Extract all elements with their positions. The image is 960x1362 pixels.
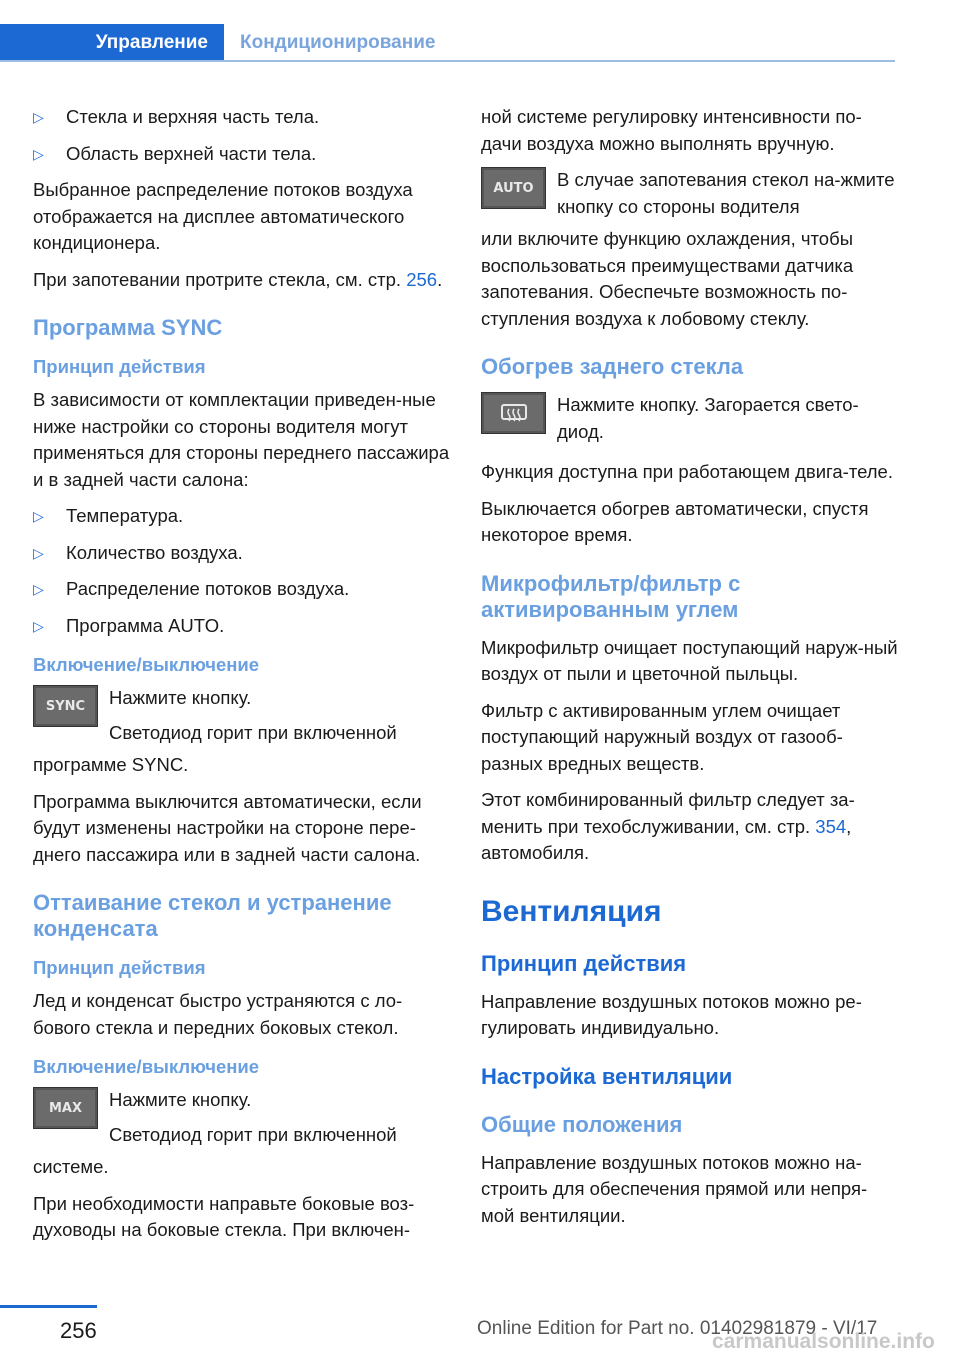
footer-rule <box>0 1305 97 1308</box>
paragraph: При необходимости направьте боковые воз-духоводы на боковые стекла. При включен- <box>33 1192 415 1240</box>
list-item: ▷ Область верхней части тела. <box>33 141 453 168</box>
list-item: ▷ Количество воздуха. <box>33 540 453 567</box>
page-number: 256 <box>60 1318 97 1343</box>
triangle-bullet-icon: ▷ <box>33 145 44 162</box>
paragraph: системе. <box>33 1156 109 1177</box>
sync-button-icon: SYNC <box>33 685 98 727</box>
edition-note: Online Edition for Part no. 01402981879 - VI/17 <box>477 1318 878 1339</box>
section-heading: Принцип действия <box>481 950 687 976</box>
chapter-heading: Вентиляция <box>481 894 662 928</box>
list-item: ▷ Распределение потоков воздуха. <box>33 576 453 603</box>
subsection-heading: Общие положения <box>481 1111 683 1137</box>
auto-button-icon: AUTO <box>481 167 546 209</box>
button-instruction <box>481 167 899 220</box>
paragraph: Микрофильтр очищает поступающий наруж-ный воздух от пыли и цветочной пыльцы. <box>481 636 898 684</box>
triangle-bullet-icon: ▷ <box>33 581 44 597</box>
section-heading: Оттаивание стекол и устранение конденсата <box>33 890 392 941</box>
subsection-heading: Включение/выключение <box>33 654 260 675</box>
paragraph: Программа выключится автоматически, если будут изменены настройки на стороне пере-днего пассажира или в задней части салона. <box>33 790 422 865</box>
right-column <box>481 104 899 1239</box>
triangle-bullet-icon: ▷ <box>33 617 44 634</box>
left-column <box>33 104 453 1254</box>
rear-defrost-button-icon <box>481 392 546 434</box>
list-item: ▷ Стекла и верхняя часть тела. <box>33 104 453 131</box>
paragraph: или включите функцию охлаждения, чтобы воспользоваться преимуществами датчика запотевания. Обеспечьте возможность по-ступления воздуха к лобовому стеклу. <box>481 228 854 329</box>
watermark: carmanualsonline.info <box>712 1330 935 1353</box>
paragraph: Нажмите кнопку. <box>109 687 252 708</box>
button-instruction <box>33 1087 453 1148</box>
paragraph: Светодиод горит при включенной <box>109 721 397 743</box>
subsection-heading: Принцип действия <box>33 957 206 978</box>
section-heading: Обогрев заднего стекла <box>481 354 744 379</box>
paragraph: Направление воздушных потоков можно ре-гулировать индивидуально. <box>481 990 862 1038</box>
paragraph: Светодиод горит при включенной <box>109 1123 397 1145</box>
button-instruction <box>481 392 899 453</box>
paragraph: Выбранное распределение потоков воздуха отображается на дисплее автоматического кондиционера. <box>33 179 413 253</box>
section-tab-inactive[interactable]: Кондиционирование <box>240 32 436 53</box>
paragraph: программе SYNC. <box>33 754 189 775</box>
paragraph: Функция доступна при работающем двига-теле. <box>481 461 893 482</box>
button-instruction <box>33 685 453 746</box>
paragraph: Нажмите кнопку. Загорается свето-диод. <box>557 394 859 442</box>
paragraph: Лед и конденсат быстро устраняются с ло-бового стекла и передних боковых стекол. <box>33 990 403 1038</box>
paragraph: Фильтр с активированным углем очищает поступающий наружный воздух от газооб-разных вредных веществ. <box>481 699 843 774</box>
paragraph: ной системе регулировку интенсивности по-дачи воздуха можно выполнять вручную. <box>481 106 862 154</box>
triangle-bullet-icon: ▷ <box>33 109 44 125</box>
paragraph: Этот комбинированный фильтр следует за-менить при техобслуживании, см. стр. 354, автомобиля. <box>481 789 855 863</box>
page-link[interactable]: 354 <box>815 815 847 837</box>
rear-window-heat-icon <box>499 402 529 424</box>
paragraph: При запотевании протрите стекла, см. стр. 256. <box>33 268 443 290</box>
paragraph: В зависимости от комплектации приведен-ные ниже настройки со стороны водителя могут применяться для стороны переднего пассажира и в задней части салона: <box>33 389 450 490</box>
section-heading: Настройка вентиляции <box>481 1063 733 1089</box>
triangle-bullet-icon: ▷ <box>33 544 44 561</box>
header-rule <box>0 60 895 62</box>
list-item: ▷ Температура. <box>33 503 453 530</box>
section-tab-active[interactable]: Управление <box>0 24 224 62</box>
list-item: ▷ Программа AUTO. <box>33 613 453 640</box>
paragraph: Нажмите кнопку. <box>109 1089 252 1110</box>
subsection-heading: Принцип действия <box>33 356 206 377</box>
subsection-heading: Включение/выключение <box>33 1056 260 1077</box>
section-heading: Программа SYNC <box>33 315 223 340</box>
paragraph: В случае запотевания стекол на-жмите кнопку со стороны водителя <box>557 169 895 217</box>
paragraph: Выключается обогрев автоматически, спустя некоторое время. <box>481 497 869 545</box>
triangle-bullet-icon: ▷ <box>33 508 44 524</box>
max-defrost-button-icon: MAX <box>33 1087 98 1129</box>
section-heading: Микрофильтр/фильтр с активированным углем <box>481 570 741 622</box>
paragraph: Направление воздушных потоков можно на-строить для обеспечения прямой или непря-мой вентиляции. <box>481 1151 868 1226</box>
page-link[interactable]: 256 <box>406 268 438 290</box>
